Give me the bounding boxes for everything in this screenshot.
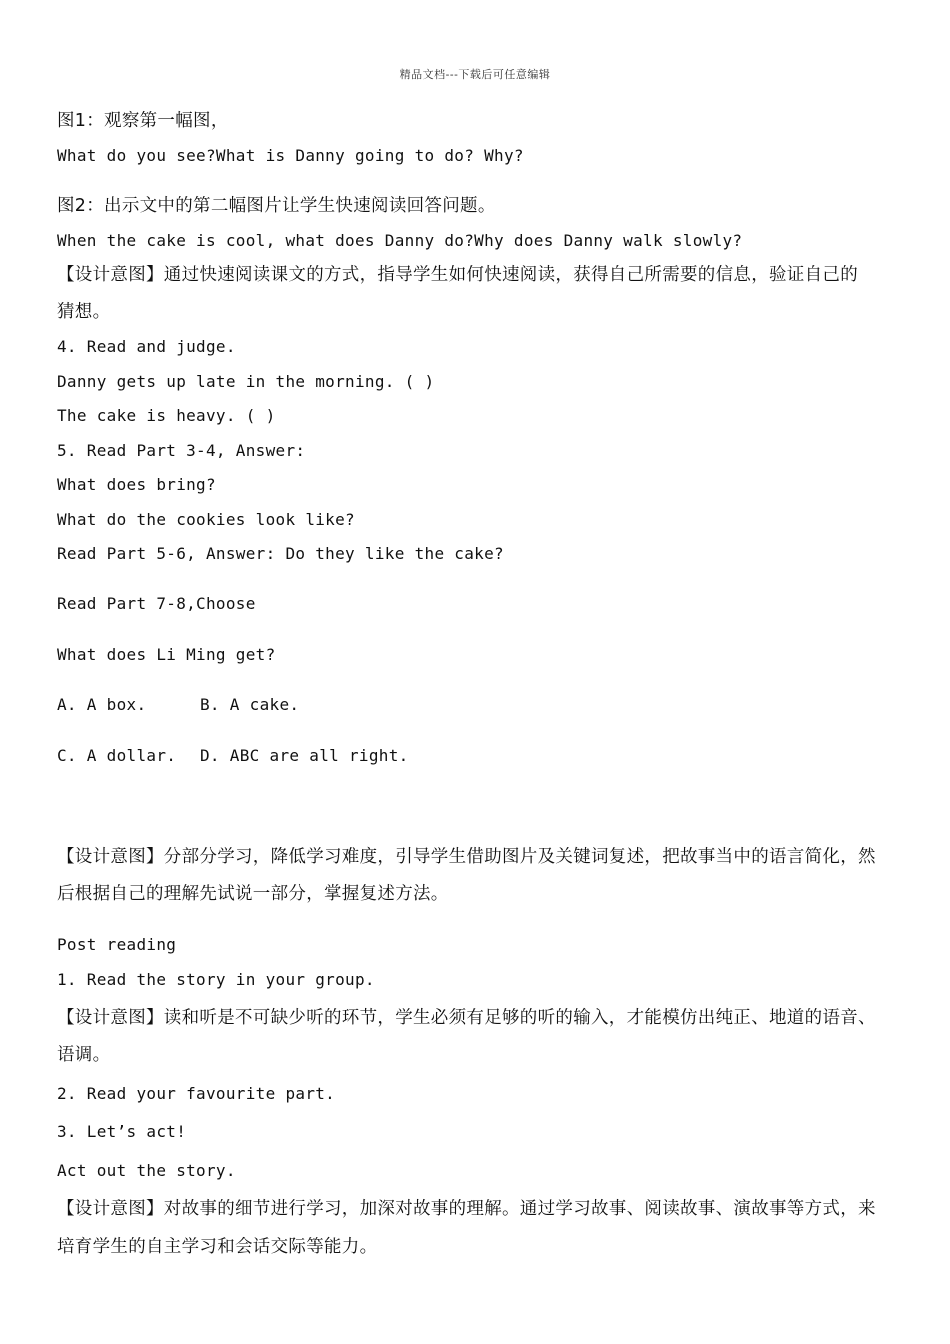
task-5-heading: 5. Read Part 3-4, Answer: (57, 441, 306, 460)
option-c: C. A dollar. (57, 746, 177, 765)
question-bring: What does bring? (57, 475, 216, 494)
task-4-heading: 4. Read and judge. (57, 337, 236, 356)
options-row-1 (57, 695, 299, 715)
design-intent-3-line-2: 语调。 (57, 1045, 111, 1065)
question-li-ming: What does Li Ming get? (57, 645, 276, 664)
question-part-5-6: Read Part 5-6, Answer: Do they like the cake? (57, 544, 504, 563)
design-intent-4-line-1: 【设计意图】对故事的细节进行学习，加深对故事的理解。通过学习故事、阅读故事、演故事等方式，来 (57, 1199, 876, 1219)
figure-2-questions: When the cake is cool, what does Danny do?Why does Danny walk slowly? (57, 231, 743, 250)
post-reading-heading: Post reading (57, 935, 177, 954)
option-a: A. A box. (57, 695, 147, 714)
post-reading-step-1: 1. Read the story in your group. (57, 970, 375, 989)
figure-1-questions: What do you see?What is Danny going to do? Why? (57, 146, 524, 165)
design-intent-1-line-2: 猜想。 (57, 302, 111, 322)
design-intent-1-line-1: 【设计意图】通过快速阅读课文的方式，指导学生如何快速阅读，获得自己所需要的信息，验证自己的 (57, 265, 858, 285)
design-intent-2-line-1: 【设计意图】分部分学习，降低学习难度，引导学生借助图片及关键词复述，把故事当中的语言简化，然 (57, 847, 876, 867)
options-row-2 (57, 746, 409, 766)
figure-2-instruction: 图2：出示文中的第二幅图片让学生快速阅读回答问题。 (57, 196, 496, 216)
act-out-instruction: Act out the story. (57, 1161, 236, 1180)
figure-1-instruction: 图1：观察第一幅图， (57, 111, 229, 131)
post-reading-step-2: 2. Read your favourite part. (57, 1084, 336, 1103)
judge-statement-2: The cake is heavy. ( ) (57, 406, 276, 425)
option-d: D. ABC are all right. (200, 746, 409, 765)
option-b: B. A cake. (200, 695, 300, 714)
design-intent-2-line-2: 后根据自己的理解先试说一部分，掌握复述方法。 (57, 884, 449, 904)
part-7-8-heading: Read Part 7-8,Choose (57, 594, 256, 613)
question-cookies: What do the cookies look like? (57, 510, 355, 529)
judge-statement-1: Danny gets up late in the morning. ( ) (57, 372, 435, 391)
post-reading-step-3: 3. Let’s act! (57, 1122, 187, 1141)
design-intent-4-line-2: 培育学生的自主学习和会话交际等能力。 (57, 1237, 378, 1257)
page-header: 精品文档---下载后可任意编辑 (399, 68, 551, 81)
design-intent-3-line-1: 【设计意图】读和听是不可缺少听的环节，学生必须有足够的听的输入，才能模仿出纯正、地道的语音、 (57, 1008, 876, 1028)
